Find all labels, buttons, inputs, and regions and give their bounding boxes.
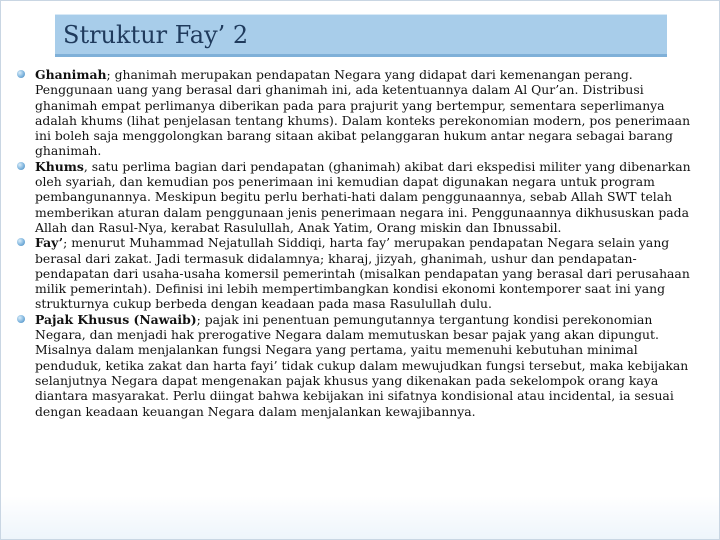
title-accent-line <box>55 54 667 57</box>
bullet-icon <box>17 315 25 323</box>
bullet-point-khums <box>1 159 701 235</box>
bullet-text: , satu perlima bagian dari pendapatan (ghanimah) akibat dari ekspedisi militer yang dibenarkan oleh syariah, dan kemudian pos penerimaan ini kemudian dapat digunakan negara untuk program pembangunannya. Meskipun begitu perlu berhati-hati dalam penggunaannya, sebab Allah SWT telah memberikan aturan dalam penggunaan jenis penerimaan negara ini. Penggunaannya dikhususkan pada Allah dan Rasul-Nya, kerabat Rasulullah, Anak Yatim, Orang miskin dan Ibnussabil. <box>35 158 691 235</box>
bullet-term: Ghanimah <box>35 67 107 82</box>
bullet-term: Khums <box>35 158 84 174</box>
bullet-icon <box>17 162 25 170</box>
title-bar <box>55 14 667 55</box>
bullet-text: ; ghanimah merupakan pendapatan Negara yang didapat dari kemenangan perang. Penggunaan uang yang berasal dari ghanimah ini, ada ketentuannya dalam Al Qur’an. Distribusi ghanimah empat perlimanya diberikan pada para prajurit yang bertempur, sementara seperlimanya adalah khums (lihat penjelasan tentang khums). Dalam konteks perekonomian modern, pos penerimaan ini boleh saja menggolongkan barang sitaan akibat pelanggaran hukum antar negara sebagai barang ghanimah. <box>35 67 691 159</box>
bullet-term: Pajak Khusus (Nawaib) <box>35 311 197 327</box>
bullet-icon <box>17 70 25 78</box>
bullet-point-nawaib <box>1 312 701 419</box>
bullet-point-fay <box>1 235 701 311</box>
bullet-icon <box>17 238 25 246</box>
bullet-term: Fay’ <box>35 235 64 251</box>
bullet-list <box>1 67 701 419</box>
bullet-text: ; menurut Muhammad Nejatullah Siddiqi, harta fay’ merupakan pendapatan Negara selain yang berasal dari zakat. Jadi termasuk didalamnya; kharaj, jizyah, ghanimah, ushur dan pendapatan-pendapatan dari usaha-usaha komersil pemerintah (misalkan pendapatan yang berasal dari perusahaan milik pemerintah). Definisi ini lebih mempertimbangkan kondisi ekonomi kontemporer saat ini yang strukturnya cukup berbeda dengan keadaan pada masa Rasulullah dulu. <box>35 235 690 312</box>
slide-title: Struktur Fay’ 2 <box>63 21 249 49</box>
bullet-point-ghanimah <box>1 67 701 159</box>
bullet-text: ; pajak ini penentuan pemungutannya tergantung kondisi perekonomian Negara, dan menjadi hak prerogative Negara dalam memutuskan besar pajak yang akan dipungut. Misalnya dalam menjalankan fungsi Negara yang pertama, yaitu memenuhi kebutuhan minimal penduduk, ketika zakat dan harta fayi’ tidak cukup dalam mewujudkan fungsi tersebut, maka kebijakan selanjutnya Negara dapat mengenakan pajak khusus yang dikenakan pada sekelompok orang kaya diantara masyarakat. Perlu diingat bahwa kebijakan ini sifatnya kondisional atau incidental, ia sesuai dengan keadaan keuangan Negara dalam menjalankan kewajibannya. <box>35 311 689 419</box>
